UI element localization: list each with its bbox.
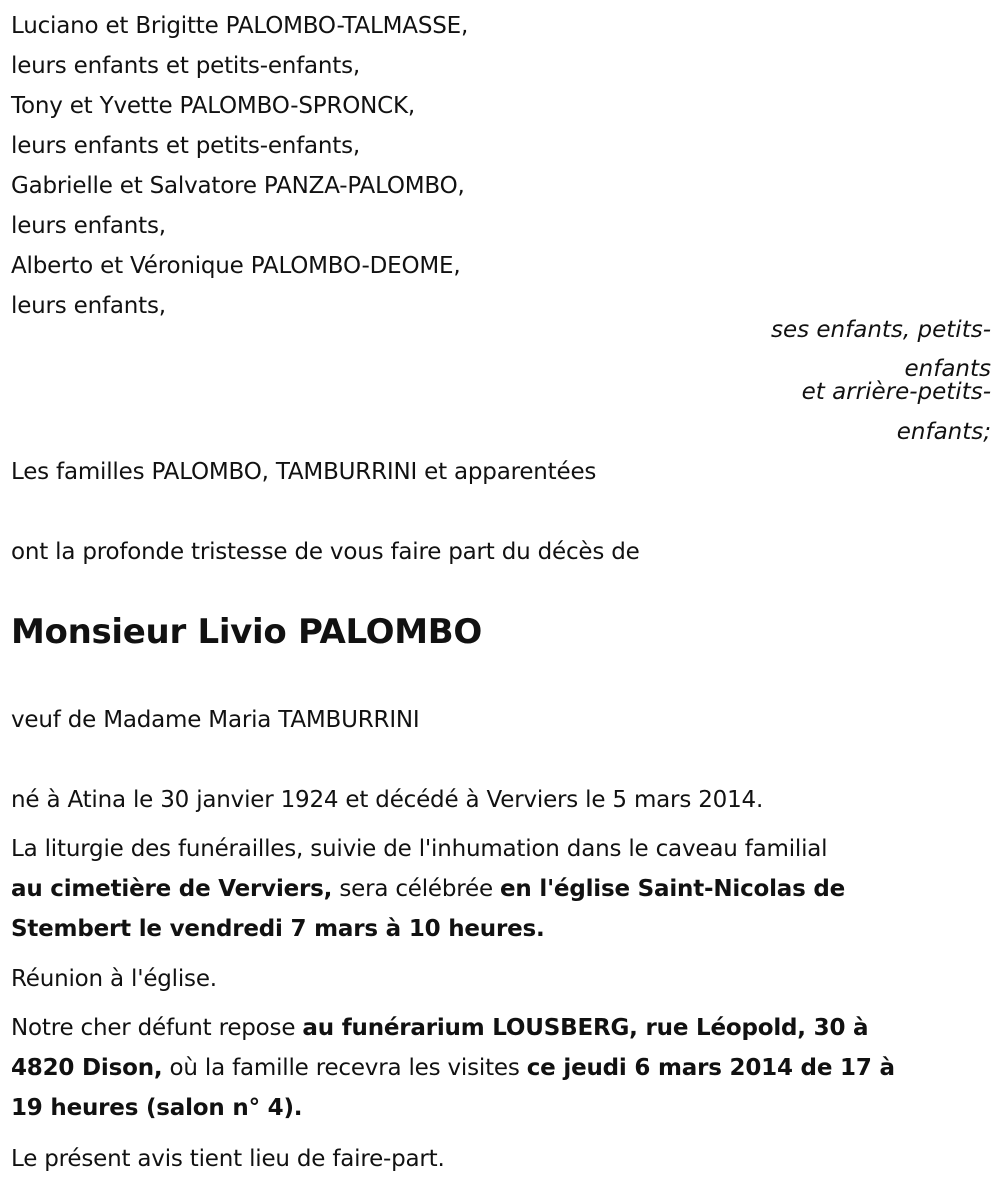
funeral-line bbox=[11, 875, 845, 903]
descendants-line: et arrière-petits- bbox=[801, 379, 991, 405]
visitation-city: 4820 Dison, bbox=[11, 1055, 163, 1081]
birth-death-line: né à Atina le 30 janvier 1924 et décédé à Verviers le 5 mars 2014. bbox=[11, 787, 764, 813]
announcement-line: ont la profonde tristesse de vous faire part du décès de bbox=[11, 539, 640, 565]
funeral-date: Stembert le vendredi 7 mars à 10 heures. bbox=[11, 916, 545, 942]
family-line: leurs enfants, bbox=[11, 293, 166, 319]
deceased-name: Monsieur Livio PALOMBO bbox=[11, 612, 483, 652]
families-line: Les familles PALOMBO, TAMBURRINI et apparentées bbox=[11, 459, 597, 485]
visitation-location: au funérarium LOUSBERG, rue Léopold, 30 à bbox=[302, 1015, 869, 1041]
funeral-church: en l'église Saint-Nicolas de bbox=[500, 876, 846, 902]
family-line: Alberto et Véronique PALOMBO-DEOME, bbox=[11, 253, 461, 279]
descendants-line: ses enfants, petits- bbox=[770, 317, 991, 343]
visitation-text: où la famille recevra les visites bbox=[162, 1055, 527, 1081]
closing-line: Le présent avis tient lieu de faire-part. bbox=[11, 1146, 445, 1172]
visitation-hours: 19 heures (salon n° 4). bbox=[11, 1095, 303, 1121]
visitation-text: Notre cher défunt repose bbox=[11, 1015, 303, 1041]
family-line: Gabrielle et Salvatore PANZA-PALOMBO, bbox=[11, 173, 465, 199]
family-line: Luciano et Brigitte PALOMBO-TALMASSE, bbox=[11, 13, 469, 39]
family-line: leurs enfants et petits-enfants, bbox=[11, 53, 361, 79]
funeral-cemetery: au cimetière de Verviers, bbox=[11, 876, 333, 902]
descendants-line: enfants; bbox=[896, 419, 991, 445]
widower-line: veuf de Madame Maria TAMBURRINI bbox=[11, 707, 420, 733]
meeting-line: Réunion à l'église. bbox=[11, 966, 217, 992]
descendants-line: enfants bbox=[904, 356, 991, 382]
descendants-block bbox=[731, 0, 991, 450]
family-line: leurs enfants et petits-enfants, bbox=[11, 133, 361, 159]
family-line: Tony et Yvette PALOMBO-SPRONCK, bbox=[11, 93, 416, 119]
visitation-line bbox=[11, 1014, 868, 1042]
funeral-line bbox=[11, 915, 545, 943]
funeral-line: La liturgie des funérailles, suivie de l'inhumation dans le caveau familial bbox=[11, 836, 828, 862]
visitation-date: ce jeudi 6 mars 2014 de 17 à bbox=[526, 1055, 895, 1081]
family-line: leurs enfants, bbox=[11, 213, 166, 239]
visitation-line bbox=[11, 1054, 895, 1082]
funeral-text: sera célébrée bbox=[332, 876, 501, 902]
visitation-line bbox=[11, 1094, 302, 1122]
